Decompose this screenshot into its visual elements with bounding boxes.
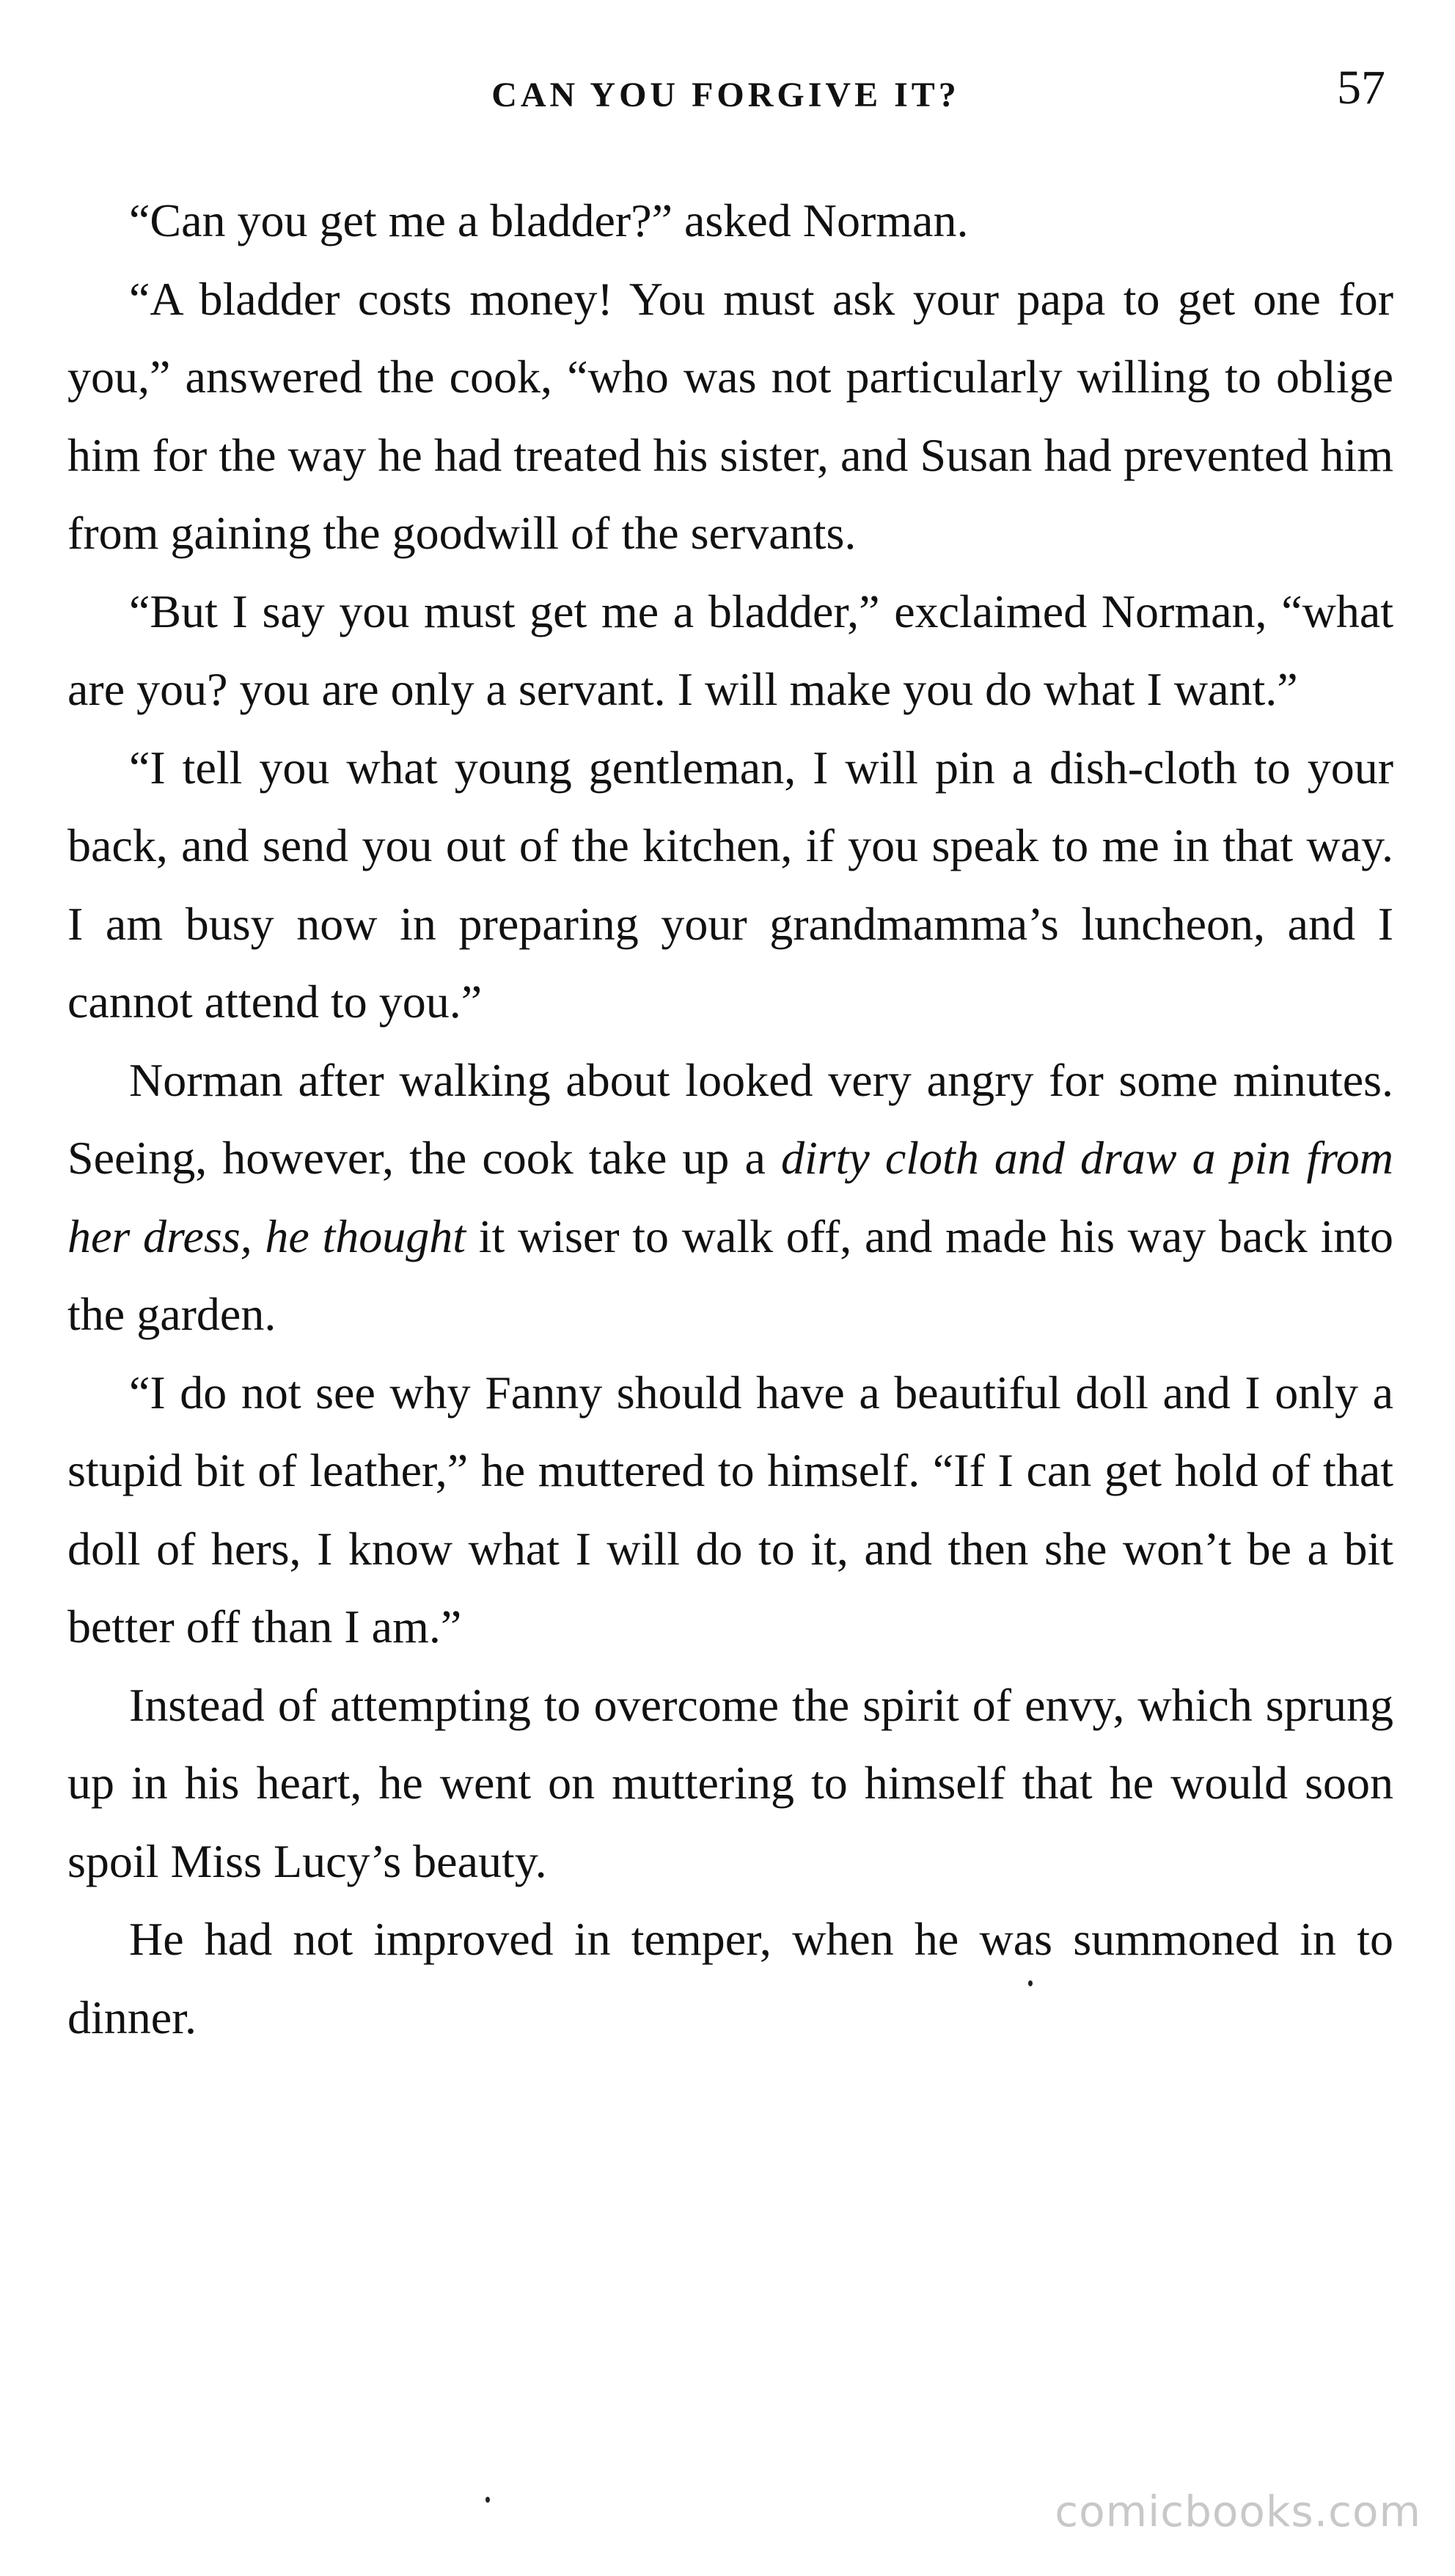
- ink-speck: [485, 2497, 490, 2503]
- paragraph-5-start: Norman after walking about looked very angry for some minutes. Seeing, however, the cook take up a: [67, 1053, 1393, 1184]
- watermark: comicbooks.com: [1055, 2487, 1421, 2536]
- page-number: 57: [1337, 61, 1385, 114]
- paragraph-5-end: it wiser to walk off, and made his way back into the garden.: [67, 1210, 1394, 1340]
- paragraph-7: Instead of attempting to overcome the spirit of envy, which sprung up in his heart, he went on muttering to himself that he would soon spoil Miss Lucy’s beauty.: [67, 1678, 1393, 1887]
- paragraph-5-italic: dirty cloth and draw a pin from her dress, he thought: [67, 1132, 1394, 1262]
- paragraph-5: [67, 1042, 1393, 1354]
- running-head: [66, 60, 1385, 133]
- paragraph-3: “But I say you must get me a bladder,” exclaimed Norman, “what are you? you are only a servant. I will make you do what I want.”: [67, 585, 1393, 715]
- paragraph-4: “I tell you what young gentleman, I will pin a dish-cloth to your back, and send you out of the kitchen, if you speak to me in that way. I am busy now in preparing your grandmamma’s luncheon, and I cannot attend to you.”: [67, 741, 1393, 1028]
- paragraph-1: “Can you get me a bladder?” asked Norman.: [129, 194, 969, 246]
- running-title: CAN YOU FORGIVE IT?: [491, 76, 960, 114]
- body-text: [67, 182, 1393, 2057]
- ink-speck: [1028, 1980, 1033, 1986]
- paragraph-2: “A bladder costs money! You must ask your papa to get one for you,” answered the cook, “who was not particularly willing to oblige him for the way he had treated his sister, and Susan had prevented him from gaining the goodwill of the servants.: [67, 272, 1393, 559]
- paragraph-8: He had not improved in temper, when he was summoned in to dinner.: [67, 1913, 1393, 2043]
- paragraph-6: “I do not see why Fanny should have a beautiful doll and I only a stupid bit of leather,” he muttered to himself. “If I can get hold of that doll of hers, I know what I will do to it, and then she won’t be a bit better off than I am.”: [67, 1366, 1393, 1653]
